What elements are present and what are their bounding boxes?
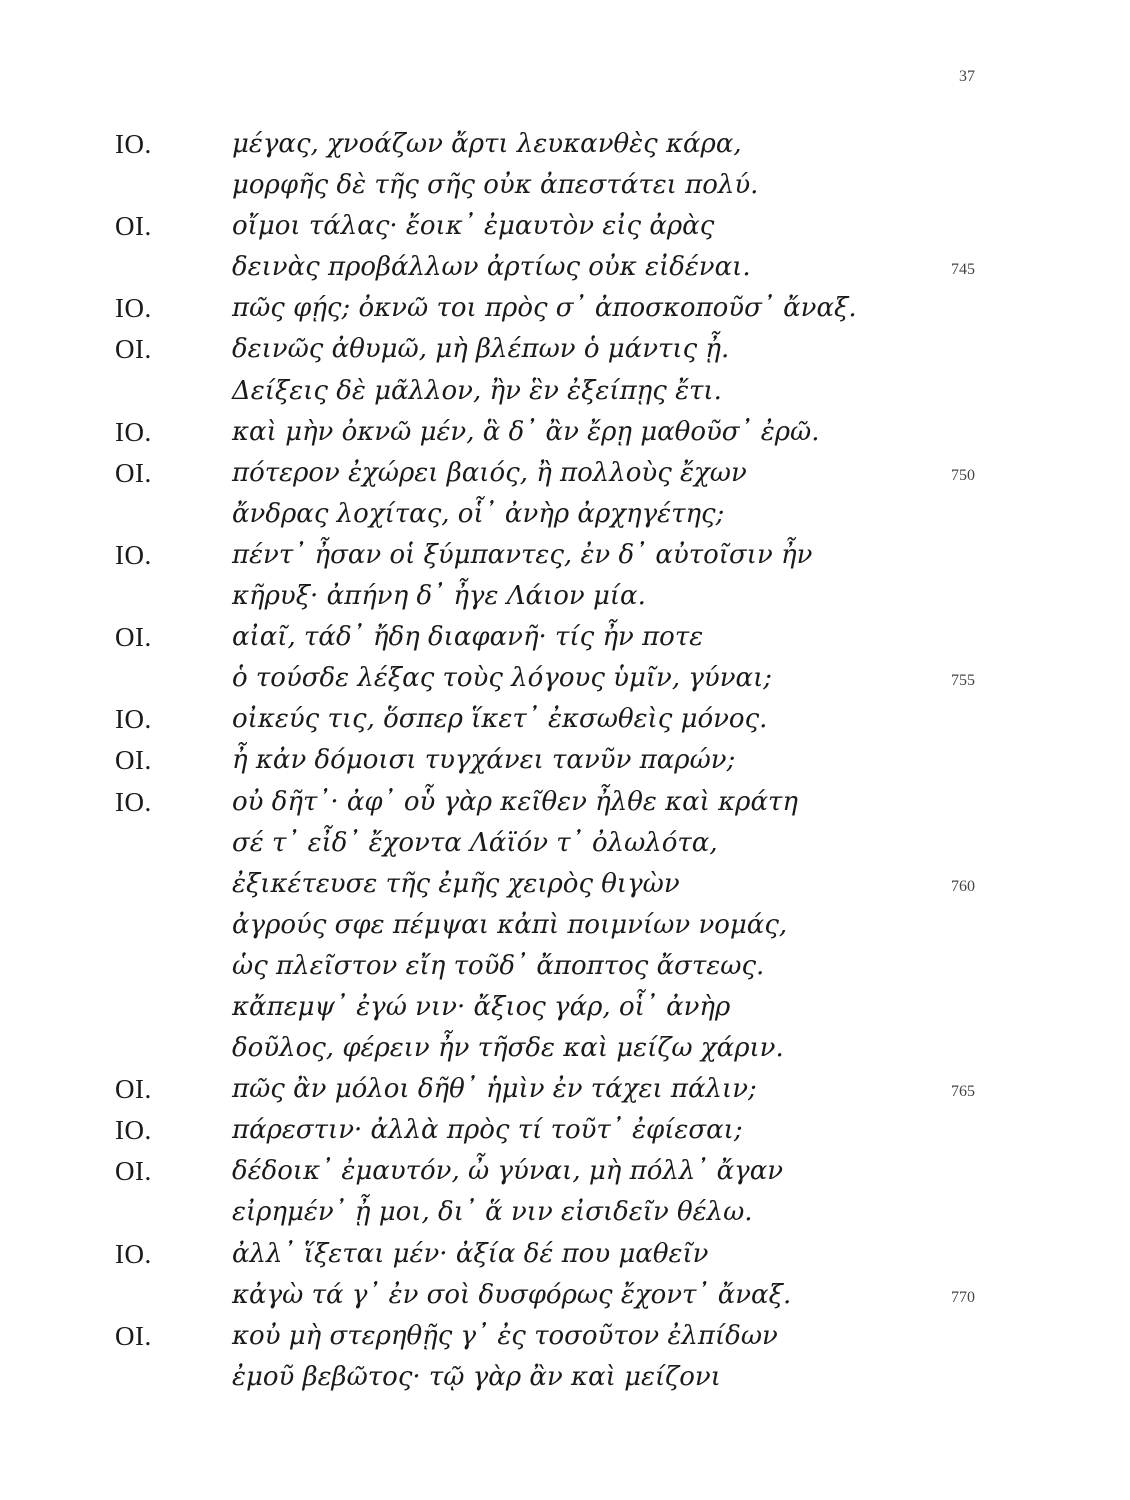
verse-text: ὁ τούσδε λέξας τοὺς λόγους ὑμῖν, γύναι; — [232, 663, 773, 694]
verse-line — [0, 1275, 1130, 1316]
verse-line — [0, 329, 1130, 370]
verse-text: ἐξικέτευσε τῆς ἐμῆς χειρὸς θιγὼν — [232, 868, 680, 899]
verse-line — [0, 823, 1130, 864]
verse-line — [0, 782, 1130, 823]
verse-line — [0, 1316, 1130, 1357]
verse-text: ὡς πλεῖστον εἴη τοῦδ᾽ ἄποπτος ἄστεως. — [232, 950, 765, 981]
verse-text: ἀγρούς σφε πέμψαι κἀπὶ ποιμνίων νομάς, — [232, 909, 788, 940]
verse-text: πέντ᾽ ἦσαν οἱ ξύμπαντες, ἐν δ᾽ αὐτοῖσιν ἦν — [232, 539, 813, 570]
verse-line — [0, 494, 1130, 535]
verse-line — [0, 1234, 1130, 1275]
speaker-label: IO. — [115, 539, 152, 570]
verse-text: οἰκεύς τις, ὅσπερ ἵκετ᾽ ἐκσωθεὶς μόνος. — [232, 704, 768, 735]
speaker-label: OI. — [115, 1156, 152, 1187]
verse-text: μορφῆς δὲ τῆς σῆς οὐκ ἀπεστάτει πολύ. — [232, 170, 759, 201]
speaker-label: OI. — [115, 334, 152, 365]
verse-line — [0, 905, 1130, 946]
verse-text: πῶς φῄς; ὀκνῶ τοι πρὸς σ᾽ ἀποσκοποῦσ᾽ ἄναξ. — [232, 293, 857, 324]
line-number: 760 — [951, 877, 975, 895]
speaker-label: OI. — [115, 211, 152, 242]
verse-text: δέδοικ᾽ ἐμαυτόν, ὦ γύναι, μὴ πόλλ᾽ ἄγαν — [232, 1156, 784, 1187]
verse-text: αἰαῖ, τάδ᾽ ἤδη διαφανῆ· τίς ἦν ποτε — [232, 622, 704, 653]
speaker-label: IO. — [115, 1115, 152, 1146]
speaker-label: OI. — [115, 457, 152, 488]
verse-text: πῶς ἂν μόλοι δῆθ᾽ ἡμὶν ἐν τάχει πάλιν; — [232, 1074, 757, 1105]
speaker-label: IO. — [115, 786, 152, 817]
verse-block — [0, 124, 1130, 1398]
verse-text: δεινῶς ἀθυμῶ, μὴ βλέπων ὁ μάντις ᾖ. — [232, 334, 730, 365]
speaker-label: IO. — [115, 129, 152, 159]
line-number: 750 — [951, 466, 975, 484]
verse-text: οἴμοι τάλας· ἔοικ᾽ ἐμαυτὸν εἰς ἀρὰς — [232, 211, 715, 242]
verse-line — [0, 699, 1130, 740]
verse-line — [0, 987, 1130, 1028]
verse-text: πότερον ἐχώρει βαιός, ἢ πολλοὺς ἔχων — [232, 457, 747, 488]
verse-text: σέ τ᾽ εἶδ᾽ ἔχοντα Λάϊόν τ᾽ ὀλωλότα, — [232, 827, 718, 858]
verse-line — [0, 371, 1130, 412]
verse-line — [0, 1357, 1130, 1398]
verse-text: ἀλλ᾽ ἵξεται μέν· ἀξία δέ που μαθεῖν — [232, 1238, 709, 1269]
verse-line — [0, 864, 1130, 905]
verse-text: εἰρημέν᾽ ᾖ μοι, δι᾽ ἅ νιν εἰσιδεῖν θέλω. — [232, 1197, 753, 1228]
verse-line — [0, 124, 1130, 165]
line-number: 765 — [951, 1083, 975, 1101]
verse-line — [0, 165, 1130, 206]
verse-text: ἦ κἀν δόμοισι τυγχάνει τανῦν παρών; — [232, 745, 736, 776]
verse-line — [0, 1192, 1130, 1233]
page-number: 37 — [959, 68, 975, 85]
verse-text: κῆρυξ· ἀπήνη δ᾽ ἦγε Λάιον μία. — [232, 581, 646, 612]
speaker-label: IO. — [115, 416, 152, 447]
verse-line — [0, 658, 1130, 699]
verse-text: ἐμοῦ βεβῶτος· τῷ γὰρ ἂν καὶ μείζονι — [232, 1361, 721, 1392]
verse-line — [0, 247, 1130, 288]
verse-line — [0, 576, 1130, 617]
verse-line — [0, 946, 1130, 987]
line-number: 755 — [951, 672, 975, 690]
verse-line — [0, 740, 1130, 781]
verse-text: οὐ δῆτ᾽· ἀφ᾽ οὗ γὰρ κεῖθεν ἦλθε καὶ κράτη — [232, 786, 798, 817]
verse-line — [0, 206, 1130, 247]
verse-line — [0, 412, 1130, 453]
verse-text: μέγας, χνοάζων ἄρτι λευκανθὲς κάρα, — [232, 129, 742, 159]
speaker-label: IO. — [115, 1238, 152, 1269]
verse-text: δοῦλος, φέρειν ἦν τῆσδε καὶ μείζω χάριν. — [232, 1033, 784, 1064]
speaker-label: OI. — [115, 622, 152, 653]
verse-text: καὶ μὴν ὀκνῶ μέν, ἃ δ᾽ ἂν ἔρῃ μαθοῦσ᾽ ἐρῶ. — [232, 416, 820, 447]
verse-line — [0, 1028, 1130, 1069]
speaker-label: OI. — [115, 745, 152, 776]
line-number: 745 — [951, 261, 975, 279]
line-number: 770 — [951, 1288, 975, 1306]
verse-text: κοὐ μὴ στερηθῇς γ᾽ ἐς τοσοῦτον ἐλπίδων — [232, 1320, 778, 1351]
verse-line — [0, 288, 1130, 329]
verse-text: κἄπεμψ᾽ ἐγώ νιν· ἄξιος γάρ, οἷ᾽ ἀνὴρ — [232, 991, 731, 1022]
verse-text: ἄνδρας λοχίτας, οἷ᾽ ἀνὴρ ἀρχηγέτης; — [232, 498, 725, 529]
verse-text: κἀγὼ τά γ᾽ ἐν σοὶ δυσφόρως ἔχοντ᾽ ἄναξ. — [232, 1279, 792, 1310]
verse-text: Δείξεις δὲ μᾶλλον, ἢν ἓν ἐξείπῃς ἔτι. — [232, 375, 722, 406]
verse-line — [0, 1069, 1130, 1110]
verse-line — [0, 1110, 1130, 1151]
verse-line — [0, 1151, 1130, 1192]
verse-line — [0, 453, 1130, 494]
speaker-label: IO. — [115, 293, 152, 324]
speaker-label: IO. — [115, 704, 152, 735]
verse-line — [0, 535, 1130, 576]
verse-text: πάρεστιν· ἀλλὰ πρὸς τί τοῦτ᾽ ἐφίεσαι; — [232, 1115, 743, 1146]
speaker-label: OI. — [115, 1074, 152, 1105]
speaker-label: OI. — [115, 1320, 152, 1351]
verse-line — [0, 617, 1130, 658]
verse-text: δεινὰς προβάλλων ἀρτίως οὐκ εἰδέναι. — [232, 252, 751, 283]
